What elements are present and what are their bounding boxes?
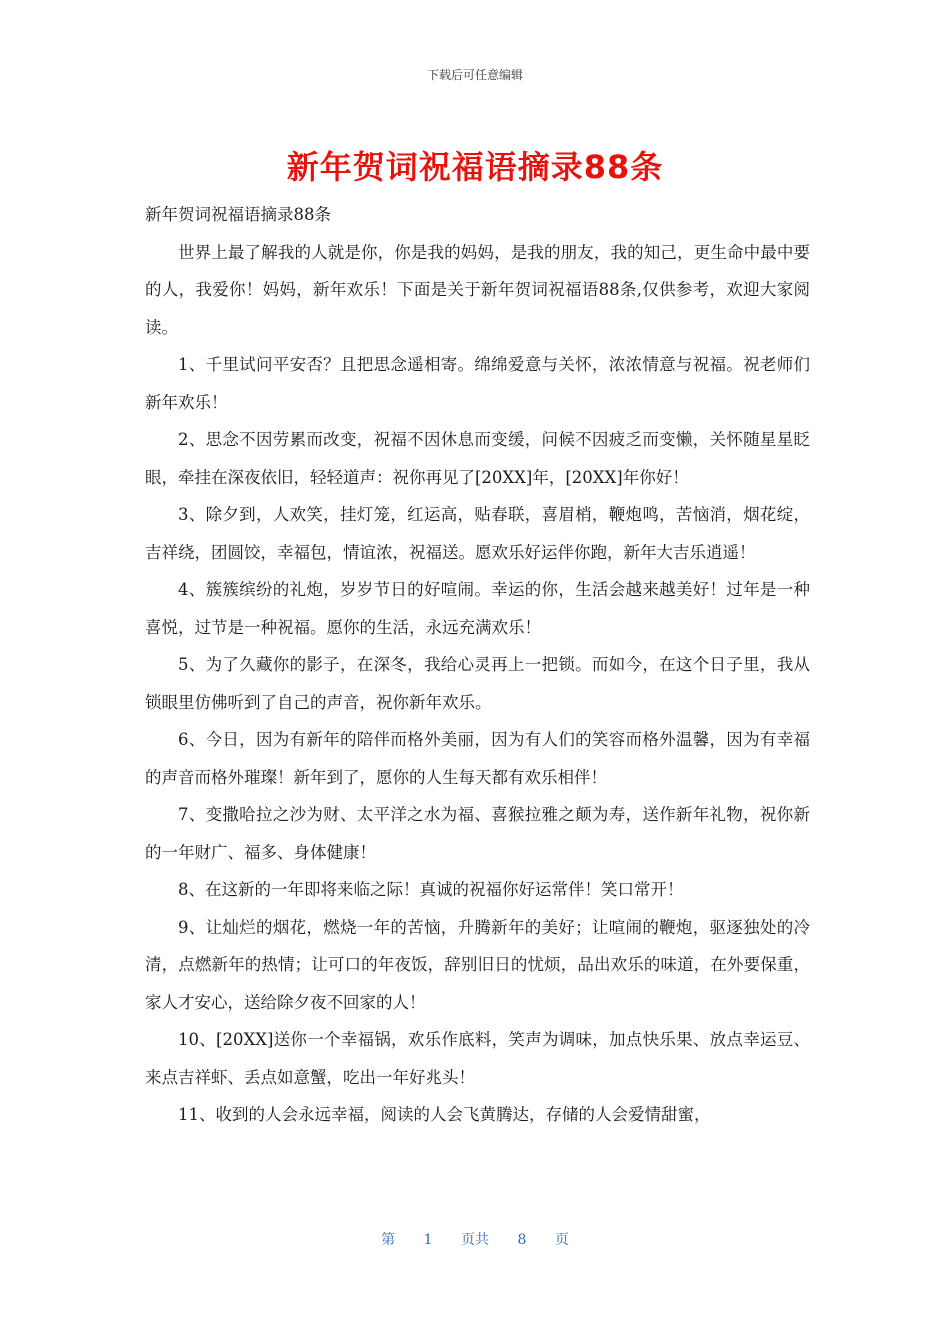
footer-prefix: 第 [381, 1232, 396, 1248]
footer-middle: 页共 [461, 1232, 489, 1248]
paragraph: 4、簇簇缤纷的礼炮，岁岁节日的好喧闹。幸运的你，生活会越来越美好！过年是一种喜悦，过节是一种祝福。愿你的生活，永远充满欢乐！ [145, 580, 810, 637]
paragraph: 5、为了久藏你的影子，在深冬，我给心灵再上一把锁。而如今，在这个日子里，我从锁眼里仿佛听到了自己的声音，祝你新年欢乐。 [145, 655, 810, 712]
paragraph: 11、收到的人会永远幸福，阅读的人会飞黄腾达，存储的人会爱情甜蜜， [178, 1105, 711, 1124]
paragraph: 世界上最了解我的人就是你，你是我的妈妈，是我的朋友，我的知己，更生命中最中要的人，我爱你！妈妈，新年欢乐！下面是关于新年贺词祝福语88条,仅供参考，欢迎大家阅读。 [145, 242, 810, 337]
paragraph: 9、让灿烂的烟花，燃烧一年的苦恼，升腾新年的美好；让喧闹的鞭炮，驱逐独处的冷清，点燃新年的热情；让可口的年夜饭，辞别旧日的忧烦，品出欢乐的味道，在外要保重，家人才安心，送给除夕夜不回家的人！ [145, 917, 810, 1012]
page-footer [0, 1229, 950, 1249]
document-subtitle: 新年贺词祝福语摘录88条 [145, 205, 331, 224]
paragraph: 2、思念不因劳累而改变，祝福不因休息而变缓，问候不因疲乏而变懒，关怀随星星眨眼，牵挂在深夜依旧，轻轻道声：祝你再见了[20XX]年，[20XX]年你好！ [145, 430, 810, 487]
paragraph: 8、在这新的一年即将来临之际！真诚的祝福你好运常伴！笑口常开！ [178, 880, 684, 899]
paragraph: 6、今日，因为有新年的陪伴而格外美丽，因为有人们的笑容而格外温馨，因为有幸福的声音而格外璀璨！新年到了，愿你的人生每天都有欢乐相伴！ [145, 730, 810, 787]
document-title: 新年贺词祝福语摘录88条 [286, 148, 664, 186]
header-note: 下载后可任意编辑 [426, 68, 523, 82]
footer-suffix: 页 [554, 1232, 569, 1248]
paragraph: 1、千里试问平安否？且把思念遥相寄。绵绵爱意与关怀，浓浓情意与祝福。祝老师们新年欢乐！ [145, 355, 810, 412]
footer-total-pages: 8 [517, 1232, 527, 1248]
paragraph: 3、除夕到，人欢笑，挂灯笼，红运高，贴春联，喜眉梢，鞭炮鸣，苦恼消，烟花绽，吉祥绕，团圆饺，幸福包，情谊浓，祝福送。愿欢乐好运伴你跑，新年大吉乐逍遥！ [145, 505, 810, 562]
footer-page-number: 1 [423, 1232, 433, 1248]
document-body [145, 196, 810, 1134]
paragraph: 10、[20XX]送你一个幸福锅，欢乐作底料，笑声为调味，加点快乐果、放点幸运豆、来点吉祥虾、丢点如意蟹，吃出一年好兆头！ [145, 1030, 810, 1087]
paragraph: 7、变撒哈拉之沙为财、太平洋之水为福、喜猴拉雅之颠为寿，送作新年礼物，祝你新的一年财广、福多、身体健康！ [145, 805, 810, 862]
